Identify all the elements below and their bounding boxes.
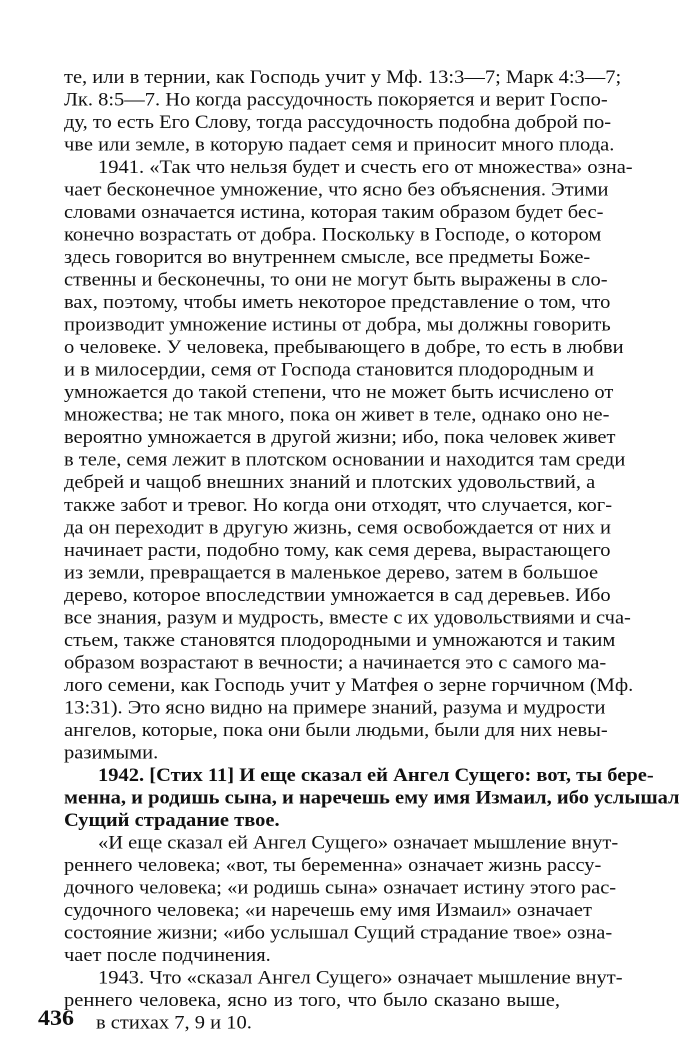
text-line: вероятно умножается в другой жизни; ибо, пока человек живет: [64, 427, 616, 448]
text-line: 1942. [Стих 11] И еще сказал ей Ангел Сущего: вот, ты бере-: [98, 765, 654, 786]
text-line: разимыми.: [64, 743, 159, 763]
text-line: 13:31). Это ясно видно на примере знаний, разума и мудрости: [64, 698, 606, 718]
text-line: 1943. Что «сказал Ангел Сущего» означает мышление внут-: [98, 968, 623, 989]
text-line: чает бесконечное умножение, что ясно без объяснения. Этими: [64, 180, 609, 200]
text-line: ангелов, которые, пока они были людьми, были для них невы-: [64, 720, 608, 741]
text-line: стьем, также становятся плодородными и умножаются и таким: [64, 630, 616, 651]
text-line: дебрей и чащоб внешних знаний и плотских удовольствий, а: [64, 472, 596, 493]
text-line: в стихах 7, 9 и 10.: [96, 1013, 252, 1034]
text-line: из земли, превращается в маленькое дерево, затем в большое: [64, 563, 599, 583]
text-line: словами означается истина, которая таким образом будет бес-: [64, 202, 604, 223]
text-line: чает после подчинения.: [64, 945, 271, 966]
text-line: «И еще сказал ей Ангел Сущего» означает мышление внут-: [98, 833, 619, 854]
text-line: да он переходит в другую жизнь, семя освобождается от них и: [64, 517, 611, 538]
text-line: множества; не так много, пока он живет в теле, однако оно не-: [64, 405, 610, 426]
text-line: все знания, разум и мудрость, вместе с их удовольствиями и сча-: [64, 608, 631, 628]
text-line: чве или земле, в которую падает семя и приносит много плода.: [64, 135, 615, 155]
text-line: в теле, семя лежит в плотском основании и находится там среди: [64, 450, 626, 471]
text-line: вах, поэтому, чтобы иметь некоторое представление о том, что: [64, 292, 611, 313]
text-line: 1941. «Так что нельзя будет и счесть его от множества» озна-: [98, 157, 633, 178]
text-line: Сущий страдание твое.: [64, 810, 280, 831]
text-line: умножается до такой степени, что не может быть исчислено от: [64, 382, 614, 403]
text-line: конечно возрастать от добра. Поскольку в Господе, о котором: [64, 225, 602, 246]
text-line: менна, и родишь сына, и наречешь ему имя Измаил, ибо услышал: [64, 788, 680, 809]
text-line: ду, то есть Его Слову, тогда рассудочность подобна доброй по-: [64, 112, 612, 133]
text-line: о человеке. У человека, пребывающего в добре, то есть в любви: [64, 337, 624, 358]
text-line: дерево, которое впоследствии умножается в сад деревьев. Ибо: [64, 585, 611, 606]
text-line: Лк. 8:5—7. Но когда рассудочность покоряется и верит Госпо-: [64, 90, 608, 110]
text-line: состояние жизни; «ибо услышал Сущий страдание твое» озна-: [64, 923, 613, 944]
text-line: также забот и тревог. Но когда они отходят, что случается, ког-: [64, 495, 613, 516]
text-line: реннего человека; «вот, ты беременна» означает жизнь рассу-: [64, 855, 602, 876]
text-line: здесь говорится во внутреннем смысле, все предметы Боже-: [64, 247, 591, 268]
text-line: судочного человека; «и наречешь ему имя Измаил» означает: [64, 900, 592, 921]
text-line: лого семени, как Господь учит у Матфея о зерне горчичном (Мф.: [64, 675, 634, 696]
text-line: производит умножение истины от добра, мы должны говорить: [64, 315, 611, 336]
page-number: 436: [38, 1007, 74, 1031]
text-line: образом возрастают в вечности; а начинается это с самого ма-: [64, 653, 607, 673]
text-line: начинает расти, подобно тому, как семя дерева, вырастающего: [64, 540, 611, 561]
text-line: ственны и бесконечны, то они не могут быть выражены в сло-: [64, 270, 608, 291]
text-line: те, или в тернии, как Господь учит у Мф. 13:3—7; Марк 4:3—7;: [64, 67, 622, 88]
text-line: и в милосердии, семя от Господа становится плодородным и: [64, 360, 594, 381]
text-line: дочного человека; «и родишь сына» означает истину этого рас-: [64, 878, 617, 899]
text-line: реннего человека, ясно из того, что было сказано выше,: [64, 990, 560, 1011]
